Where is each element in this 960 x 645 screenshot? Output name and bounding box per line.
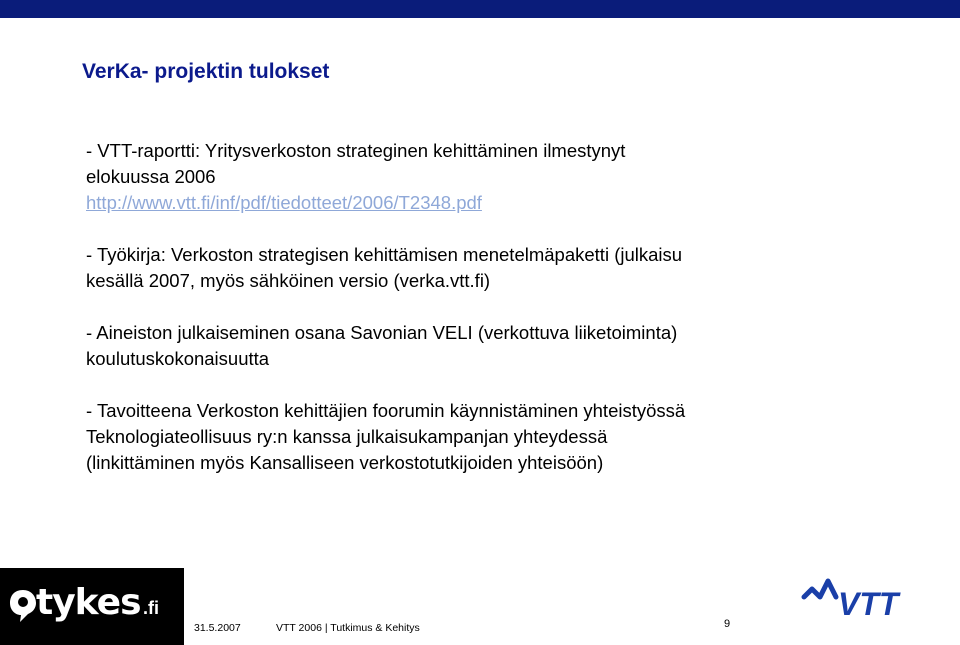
slide-content [86, 138, 926, 502]
list-item [86, 138, 926, 216]
page-number: 9 [724, 618, 731, 630]
item-line: elokuussa 2006 [86, 166, 216, 187]
item-line: - Työkirja: Verkoston strategisen kehittämisen menetelmäpaketti (julkaisu [86, 244, 683, 265]
vtt-logo-text: VTT [838, 586, 899, 620]
list-item [86, 320, 926, 372]
item-line: - Tavoitteena Verkoston kehittäjien foorumin käynnistäminen yhteistyössä [86, 400, 686, 421]
top-bar [0, 0, 960, 18]
item-line: - Aineiston julkaiseminen osana Savonian VELI (verkottuva liiketoiminta) [86, 322, 678, 343]
list-item [86, 398, 926, 476]
item-line: kesällä 2007, myös sähköinen versio (verka.vtt.fi) [86, 270, 491, 291]
vtt-wave-logo-icon [800, 575, 920, 620]
item-line: koulutuskokonaisuutta [86, 348, 270, 369]
tykes-logo-suffix: .fi [143, 598, 159, 618]
item-line: - VTT-raportti: Yritysverkoston strateginen kehittäminen ilmestynyt [86, 140, 626, 161]
list-item [86, 242, 926, 294]
footer-org: VTT 2006 | Tutkimus & Kehitys [276, 622, 420, 634]
tykes-logo [0, 568, 184, 645]
tykes-logo-text: tykes [36, 582, 141, 623]
footer-date: 31.5.2007 [194, 622, 241, 634]
tykes-speech-bubble-icon [8, 588, 38, 624]
report-link[interactable]: http://www.vtt.fi/inf/pdf/tiedotteet/2006/T2348.pdf [86, 192, 482, 213]
slide-title: VerKa- projektin tulokset [82, 60, 330, 83]
item-line: Teknologiateollisuus ry:n kanssa julkaisukampanjan yhteydessä [86, 426, 608, 447]
item-line: (linkittäminen myös Kansalliseen verkostotutkijoiden yhteisöön) [86, 452, 604, 473]
